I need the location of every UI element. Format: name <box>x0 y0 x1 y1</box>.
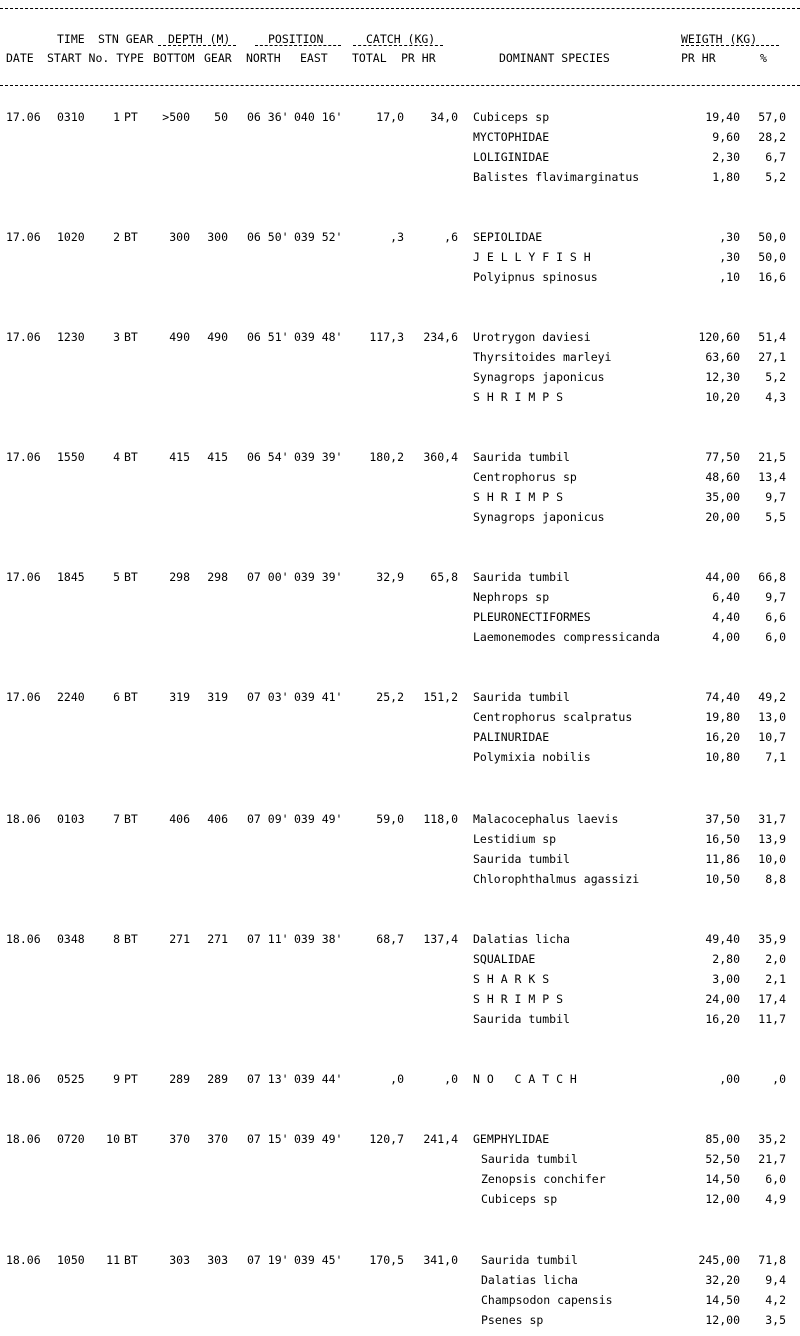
time-start: 0348 <box>57 932 85 946</box>
species-percent: 49,2 <box>758 690 786 704</box>
species-weight-pr-hr: 12,30 <box>705 370 740 384</box>
species-weight-pr-hr: 14,50 <box>705 1293 740 1307</box>
species-weight-pr-hr: 6,40 <box>712 590 740 604</box>
position-east: 040 16' <box>294 110 343 124</box>
time-start: 0525 <box>57 1072 85 1086</box>
species-weight-pr-hr: 44,00 <box>705 570 740 584</box>
species-percent: 6,6 <box>765 610 786 624</box>
species-name: Saurida tumbil <box>481 1152 578 1166</box>
catch-pr-hr: 65,8 <box>430 570 458 584</box>
species-name: Champsodon capensis <box>481 1293 613 1307</box>
catch-pr-hr: ,6 <box>444 230 458 244</box>
species-name: S H R I M P S <box>473 390 564 404</box>
catch-total: 120,7 <box>369 1132 404 1146</box>
species-percent: 13,0 <box>758 710 786 724</box>
station-number: 2 <box>113 230 120 244</box>
species-percent: 6,7 <box>765 150 786 164</box>
time-start: 1230 <box>57 330 85 344</box>
species-percent: 66,8 <box>758 570 786 584</box>
header-depth: DEPTH (M) <box>168 32 231 46</box>
species-name: Urotrygon daviesi <box>473 330 591 344</box>
station-number: 11 <box>106 1253 120 1267</box>
position-north: 06 54' <box>247 450 289 464</box>
gear-type: BT <box>124 450 138 464</box>
species-percent: 4,3 <box>765 390 786 404</box>
date: 18.06 <box>6 1132 41 1146</box>
depth-bottom: 300 <box>169 230 190 244</box>
species-percent: 7,1 <box>765 750 786 764</box>
position-north: 07 13' <box>247 1072 289 1086</box>
species-weight-pr-hr: 19,80 <box>705 710 740 724</box>
species-name: GEMPHYLIDAE <box>473 1132 550 1146</box>
time-start: 2240 <box>57 690 85 704</box>
species-percent: 51,4 <box>758 330 786 344</box>
catch-pr-hr: 234,6 <box>423 330 458 344</box>
catch-underline <box>353 45 443 46</box>
catch-pr-hr: 34,0 <box>430 110 458 124</box>
species-name: Polyipnus spinosus <box>473 270 598 284</box>
species-name: Zenopsis conchifer <box>481 1172 606 1186</box>
species-weight-pr-hr: 14,50 <box>705 1172 740 1186</box>
header-time: TIME <box>57 32 85 46</box>
header-total: TOTAL <box>352 51 387 65</box>
time-start: 0103 <box>57 812 85 826</box>
header-weight-pr-hr: PR HR <box>681 51 716 65</box>
species-name: Saurida tumbil <box>473 570 570 584</box>
date: 17.06 <box>6 330 41 344</box>
depth-gear: 298 <box>207 570 228 584</box>
depth-bottom: 289 <box>169 1072 190 1086</box>
catch-pr-hr: 118,0 <box>423 812 458 826</box>
species-name: J E L L Y F I S H <box>473 250 591 264</box>
species-name: Dalatias licha <box>473 932 570 946</box>
species-name: Saurida tumbil <box>481 1253 578 1267</box>
header-start-no-type: START No. TYPE <box>47 51 144 65</box>
species-percent: 21,5 <box>758 450 786 464</box>
position-north: 06 36' <box>247 110 289 124</box>
species-percent: 21,7 <box>758 1152 786 1166</box>
species-weight-pr-hr: 19,40 <box>705 110 740 124</box>
species-weight-pr-hr: 3,00 <box>712 972 740 986</box>
station-number: 5 <box>113 570 120 584</box>
species-weight-pr-hr: 49,40 <box>705 932 740 946</box>
species-weight-pr-hr: 4,40 <box>712 610 740 624</box>
header-catch: CATCH (KG) <box>366 32 436 46</box>
header-percent: % <box>760 51 767 65</box>
species-weight-pr-hr: 37,50 <box>705 812 740 826</box>
gear-type: BT <box>124 690 138 704</box>
species-name: Lestidium sp <box>473 832 557 846</box>
species-name: Psenes sp <box>481 1313 544 1327</box>
species-name: Saurida tumbil <box>473 1012 570 1026</box>
species-name: Chlorophthalmus agassizi <box>473 872 640 886</box>
date: 18.06 <box>6 1072 41 1086</box>
catch-pr-hr: 151,2 <box>423 690 458 704</box>
position-east: 039 49' <box>294 812 343 826</box>
species-name: S H A R K S <box>473 972 550 986</box>
species-weight-pr-hr: 1,80 <box>712 170 740 184</box>
depth-gear: 289 <box>207 1072 228 1086</box>
species-weight-pr-hr: 245,00 <box>698 1253 740 1267</box>
catch-pr-hr: ,0 <box>444 1072 458 1086</box>
date: 17.06 <box>6 570 41 584</box>
station-number: 8 <box>113 932 120 946</box>
species-weight-pr-hr: 10,80 <box>705 750 740 764</box>
date: 18.06 <box>6 932 41 946</box>
species-weight-pr-hr: 16,20 <box>705 1012 740 1026</box>
species-name: S H R I M P S <box>473 490 564 504</box>
position-north: 06 50' <box>247 230 289 244</box>
time-start: 0310 <box>57 110 85 124</box>
position-east: 039 52' <box>294 230 343 244</box>
species-name: Dalatias licha <box>481 1273 578 1287</box>
position-east: 039 49' <box>294 1132 343 1146</box>
gear-type: BT <box>124 1253 138 1267</box>
date: 18.06 <box>6 812 41 826</box>
species-percent: 3,5 <box>765 1313 786 1327</box>
date: 17.06 <box>6 450 41 464</box>
species-weight-pr-hr: 10,50 <box>705 872 740 886</box>
species-name: N O C A T C H <box>473 1072 577 1086</box>
species-percent: 8,8 <box>765 872 786 886</box>
species-weight-pr-hr: 32,20 <box>705 1273 740 1287</box>
position-north: 07 03' <box>247 690 289 704</box>
depth-gear: 415 <box>207 450 228 464</box>
catch-pr-hr: 341,0 <box>423 1253 458 1267</box>
species-name: PALINURIDAE <box>473 730 550 744</box>
gear-type: BT <box>124 570 138 584</box>
station-number: 3 <box>113 330 120 344</box>
species-weight-pr-hr: 10,20 <box>705 390 740 404</box>
catch-total: 32,9 <box>376 570 404 584</box>
species-weight-pr-hr: 52,50 <box>705 1152 740 1166</box>
catch-pr-hr: 360,4 <box>423 450 458 464</box>
species-weight-pr-hr: ,00 <box>719 1072 740 1086</box>
species-weight-pr-hr: 77,50 <box>705 450 740 464</box>
time-start: 0720 <box>57 1132 85 1146</box>
header-stn-gear: STN GEAR <box>98 32 154 46</box>
species-weight-pr-hr: 48,60 <box>705 470 740 484</box>
species-weight-pr-hr: 16,50 <box>705 832 740 846</box>
species-percent: 5,2 <box>765 370 786 384</box>
time-start: 1550 <box>57 450 85 464</box>
species-percent: 6,0 <box>765 1172 786 1186</box>
species-name: Cubiceps sp <box>481 1192 558 1206</box>
time-start: 1845 <box>57 570 85 584</box>
species-percent: ,0 <box>772 1072 786 1086</box>
position-north: 07 19' <box>247 1253 289 1267</box>
catch-total: 17,0 <box>376 110 404 124</box>
catch-total: ,3 <box>390 230 404 244</box>
species-percent: 13,9 <box>758 832 786 846</box>
species-weight-pr-hr: 74,40 <box>705 690 740 704</box>
species-percent: 50,0 <box>758 250 786 264</box>
position-east: 039 44' <box>294 1072 343 1086</box>
species-weight-pr-hr: 24,00 <box>705 992 740 1006</box>
species-percent: 2,0 <box>765 952 786 966</box>
catch-total: 25,2 <box>376 690 404 704</box>
date: 17.06 <box>6 230 41 244</box>
date: 18.06 <box>6 1253 41 1267</box>
species-weight-pr-hr: 16,20 <box>705 730 740 744</box>
species-name: PLEURONECTIFORMES <box>473 610 591 624</box>
position-north: 07 09' <box>247 812 289 826</box>
species-weight-pr-hr: ,30 <box>719 250 740 264</box>
header-dominant-species: DOMINANT SPECIES <box>499 51 610 65</box>
header-pr-hr: PR HR <box>401 51 436 65</box>
depth-gear: 50 <box>214 110 228 124</box>
gear-type: PT <box>124 1072 138 1086</box>
depth-gear: 406 <box>207 812 228 826</box>
depth-bottom: 271 <box>169 932 190 946</box>
position-east: 039 48' <box>294 330 343 344</box>
species-weight-pr-hr: 9,60 <box>712 130 740 144</box>
position-east: 039 39' <box>294 570 343 584</box>
species-percent: 11,7 <box>758 1012 786 1026</box>
species-percent: 10,7 <box>758 730 786 744</box>
depth-bottom: 319 <box>169 690 190 704</box>
depth-gear: 319 <box>207 690 228 704</box>
species-name: Saurida tumbil <box>473 450 570 464</box>
catch-total: 170,5 <box>369 1253 404 1267</box>
species-name: SQUALIDAE <box>473 952 536 966</box>
header-north: NORTH <box>246 51 281 65</box>
species-name: Synagrops japonicus <box>473 370 605 384</box>
gear-type: BT <box>124 1132 138 1146</box>
catch-pr-hr: 241,4 <box>423 1132 458 1146</box>
catch-total: 59,0 <box>376 812 404 826</box>
depth-bottom: 370 <box>169 1132 190 1146</box>
header-east: EAST <box>300 51 328 65</box>
gear-type: BT <box>124 230 138 244</box>
position-east: 039 38' <box>294 932 343 946</box>
species-name: Malacocephalus laevis <box>473 812 619 826</box>
species-weight-pr-hr: 85,00 <box>705 1132 740 1146</box>
species-percent: 9,4 <box>765 1273 786 1287</box>
species-name: SEPIOLIDAE <box>473 230 543 244</box>
species-name: Saurida tumbil <box>473 690 570 704</box>
species-weight-pr-hr: 120,60 <box>698 330 740 344</box>
species-weight-pr-hr: 2,80 <box>712 952 740 966</box>
species-percent: 5,2 <box>765 170 786 184</box>
top-rule <box>0 8 800 9</box>
position-east: 039 41' <box>294 690 343 704</box>
catch-total: 180,2 <box>369 450 404 464</box>
species-percent: 9,7 <box>765 490 786 504</box>
position-north: 07 15' <box>247 1132 289 1146</box>
position-north: 06 51' <box>247 330 289 344</box>
gear-type: BT <box>124 330 138 344</box>
depth-underline <box>158 45 236 46</box>
header-position: POSITION <box>268 32 324 46</box>
species-name: Polymixia nobilis <box>473 750 591 764</box>
time-start: 1050 <box>57 1253 85 1267</box>
species-percent: 50,0 <box>758 230 786 244</box>
gear-type: BT <box>124 932 138 946</box>
species-name: Thyrsitoides marleyi <box>473 350 612 364</box>
station-number: 7 <box>113 812 120 826</box>
species-percent: 6,0 <box>765 630 786 644</box>
depth-bottom: 415 <box>169 450 190 464</box>
species-weight-pr-hr: 20,00 <box>705 510 740 524</box>
species-percent: 31,7 <box>758 812 786 826</box>
depth-bottom: 406 <box>169 812 190 826</box>
depth-bottom: 303 <box>169 1253 190 1267</box>
depth-gear: 490 <box>207 330 228 344</box>
header-bottom: BOTTOM <box>153 51 195 65</box>
species-weight-pr-hr: 11,86 <box>705 852 740 866</box>
station-number: 6 <box>113 690 120 704</box>
species-percent: 10,0 <box>758 852 786 866</box>
species-percent: 35,9 <box>758 932 786 946</box>
species-name: Laemonemodes compressicanda <box>473 630 660 644</box>
species-percent: 71,8 <box>758 1253 786 1267</box>
species-percent: 2,1 <box>765 972 786 986</box>
depth-gear: 271 <box>207 932 228 946</box>
species-percent: 13,4 <box>758 470 786 484</box>
station-number: 10 <box>106 1132 120 1146</box>
species-weight-pr-hr: 2,30 <box>712 150 740 164</box>
depth-bottom: 490 <box>169 330 190 344</box>
station-number: 1 <box>113 110 120 124</box>
catch-total: 117,3 <box>369 330 404 344</box>
species-weight-pr-hr: ,30 <box>719 230 740 244</box>
weigth-underline <box>681 45 779 46</box>
position-north: 07 11' <box>247 932 289 946</box>
species-percent: 4,9 <box>765 1192 786 1206</box>
species-weight-pr-hr: 12,00 <box>705 1313 740 1327</box>
position-north: 07 00' <box>247 570 289 584</box>
gear-type: PT <box>124 110 138 124</box>
species-percent: 35,2 <box>758 1132 786 1146</box>
station-number: 9 <box>113 1072 120 1086</box>
species-percent: 17,4 <box>758 992 786 1006</box>
depth-bottom: 298 <box>169 570 190 584</box>
depth-gear: 303 <box>207 1253 228 1267</box>
species-name: Centrophorus scalpratus <box>473 710 633 724</box>
header-weigth: WEIGTH (KG) <box>681 32 758 46</box>
species-percent: 27,1 <box>758 350 786 364</box>
catch-total: ,0 <box>390 1072 404 1086</box>
species-name: Balistes flavimarginatus <box>473 170 640 184</box>
species-name: Centrophorus sp <box>473 470 577 484</box>
catch-total: 68,7 <box>376 932 404 946</box>
species-name: MYCTOPHIDAE <box>473 130 550 144</box>
position-underline <box>255 45 341 46</box>
species-percent: 4,2 <box>765 1293 786 1307</box>
depth-gear: 300 <box>207 230 228 244</box>
position-east: 039 45' <box>294 1253 343 1267</box>
species-name: Synagrops japonicus <box>473 510 605 524</box>
species-weight-pr-hr: 12,00 <box>705 1192 740 1206</box>
species-weight-pr-hr: 4,00 <box>712 630 740 644</box>
depth-bottom: >500 <box>162 110 190 124</box>
date: 17.06 <box>6 690 41 704</box>
station-number: 4 <box>113 450 120 464</box>
date: 17.06 <box>6 110 41 124</box>
time-start: 1020 <box>57 230 85 244</box>
species-weight-pr-hr: 63,60 <box>705 350 740 364</box>
header-rule <box>0 85 800 86</box>
header-date: DATE <box>6 51 34 65</box>
species-weight-pr-hr: 35,00 <box>705 490 740 504</box>
catch-pr-hr: 137,4 <box>423 932 458 946</box>
position-east: 039 39' <box>294 450 343 464</box>
species-name: Saurida tumbil <box>473 852 570 866</box>
species-name: Nephrops sp <box>473 590 550 604</box>
species-percent: 5,5 <box>765 510 786 524</box>
header-gear: GEAR <box>204 51 232 65</box>
species-name: Cubiceps sp <box>473 110 550 124</box>
species-name: S H R I M P S <box>473 992 564 1006</box>
gear-type: BT <box>124 812 138 826</box>
species-percent: 16,6 <box>758 270 786 284</box>
species-percent: 57,0 <box>758 110 786 124</box>
species-name: LOLIGINIDAE <box>473 150 550 164</box>
species-weight-pr-hr: ,10 <box>719 270 740 284</box>
species-percent: 9,7 <box>765 590 786 604</box>
species-percent: 28,2 <box>758 130 786 144</box>
depth-gear: 370 <box>207 1132 228 1146</box>
